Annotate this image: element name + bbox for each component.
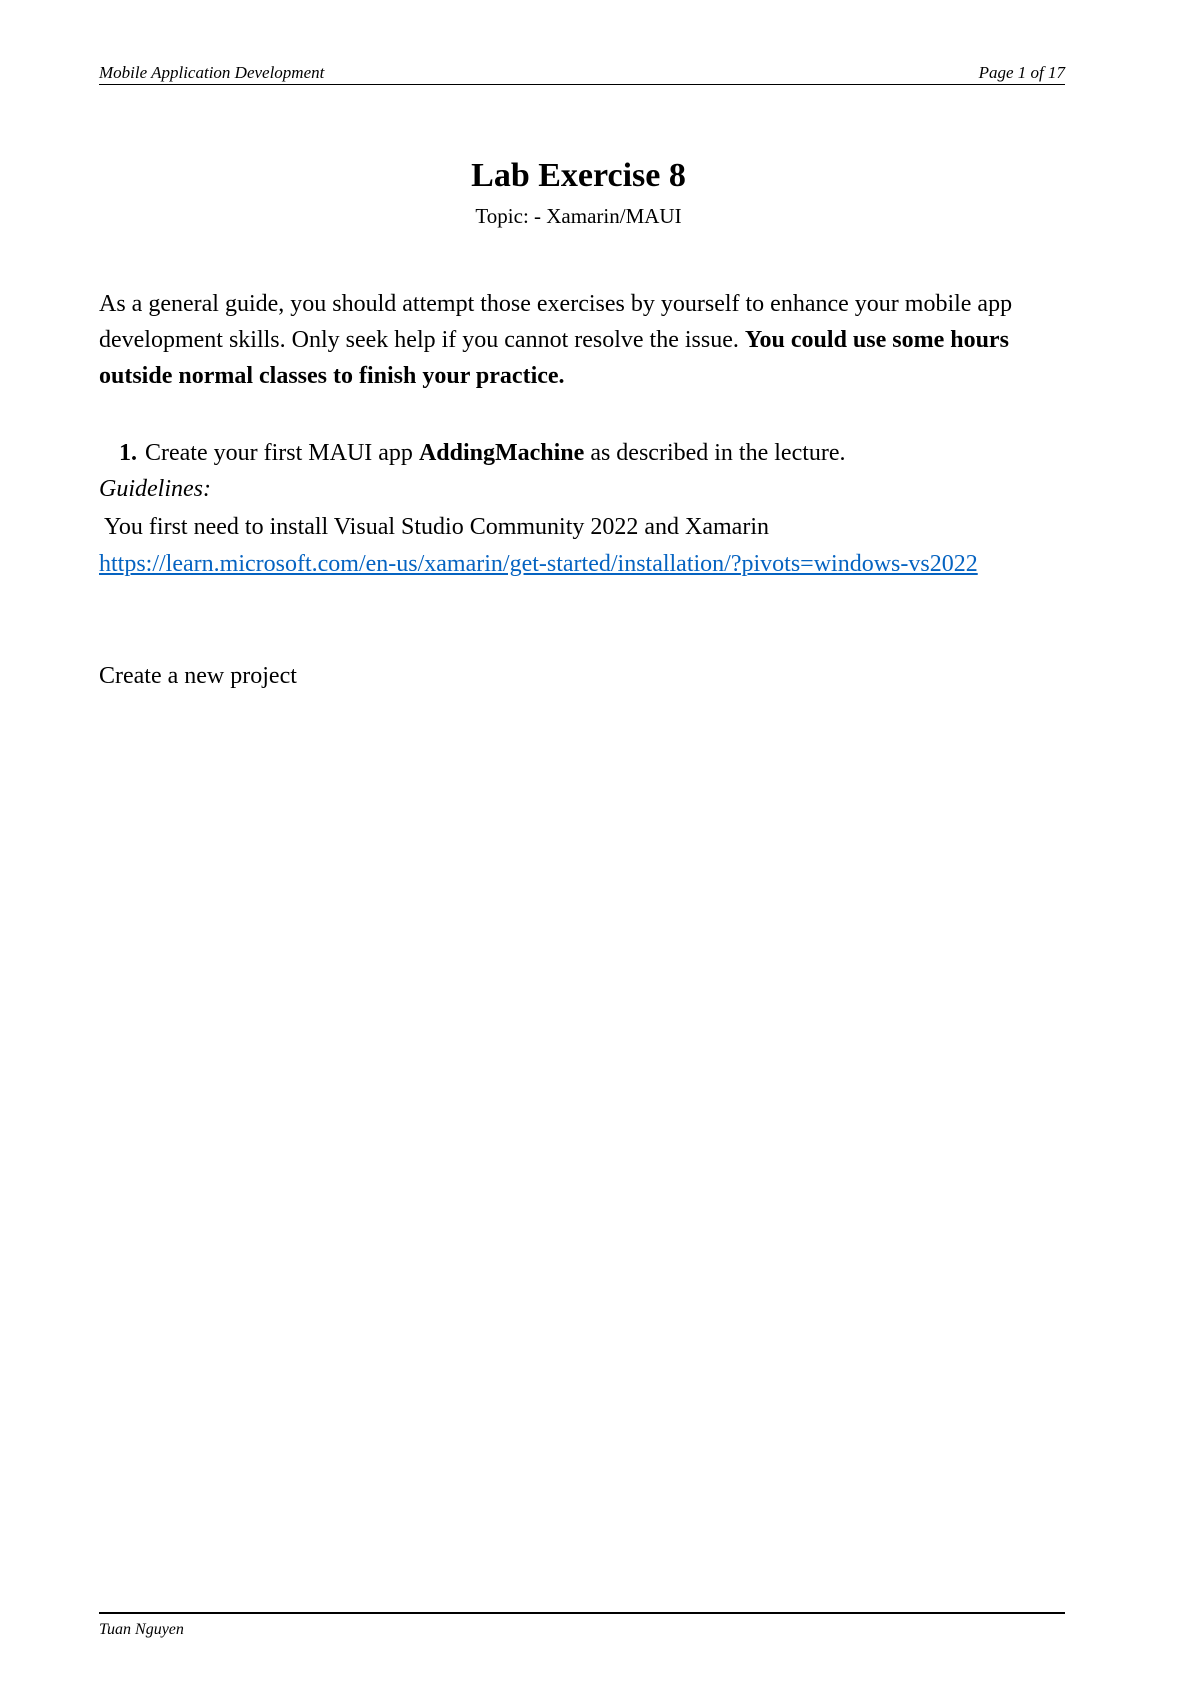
header-page-number: Page 1 of 17 xyxy=(978,63,1065,82)
list-item-1 xyxy=(99,435,1089,471)
intro-paragraph xyxy=(99,286,1069,394)
list-item-text-after: as described in the lecture. xyxy=(584,440,846,466)
intro-text: As a general guide, you should attempt those exercises by yourself to enhance your mobile app development skills. Only seek help if you cannot resolve the issue. xyxy=(99,291,1013,353)
install-instructions: You first need to install Visual Studio Community 2022 and Xamarin xyxy=(104,514,769,540)
page-header xyxy=(99,64,1065,85)
intro-end: . xyxy=(558,363,565,389)
create-new-project-text: Create a new project xyxy=(99,663,297,689)
guidelines-label: Guidelines: xyxy=(99,476,211,502)
document-subtitle: Topic: - Xamarin/MAUI xyxy=(475,204,682,228)
list-item-app-name: AddingMachine xyxy=(418,440,585,466)
list-item-text-before: Create your first MAUI app xyxy=(145,440,419,466)
list-item-number: 1. xyxy=(119,440,137,466)
intro-bold-text: You could use some hours outside normal classes to finish your practice xyxy=(99,327,1009,389)
header-course-title: Mobile Application Development xyxy=(99,63,325,82)
page-footer: Tuan Nguyen xyxy=(99,1612,1065,1640)
document-title: Lab Exercise 8 xyxy=(471,157,686,194)
installation-link[interactable]: https://learn.microsoft.com/en-us/xamarin/get-started/installation/?pivots=windows-vs2022 xyxy=(99,551,978,577)
